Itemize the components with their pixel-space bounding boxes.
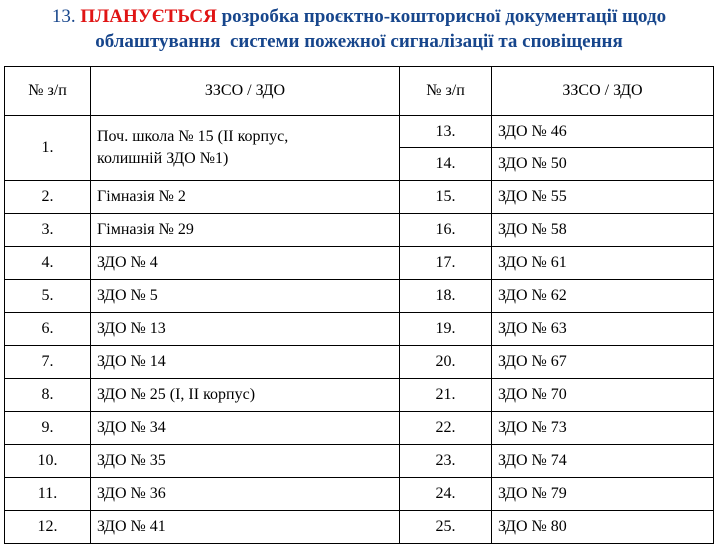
- title-line-2: облаштування системи пожежної сигналізації та сповіщення: [95, 31, 623, 52]
- header-num-right: № з/п: [400, 67, 492, 116]
- row-number: 22.: [400, 412, 492, 445]
- row-number: 7.: [5, 346, 91, 379]
- table-row: [5, 214, 714, 247]
- row-number: 12.: [5, 511, 91, 544]
- row-number: 5.: [5, 280, 91, 313]
- row-number: 9.: [5, 412, 91, 445]
- section-number: 13.: [51, 6, 76, 27]
- institution-name: ЗДО № 25 (І, ІІ корпус): [91, 379, 400, 412]
- institution-name: ЗДО № 5: [91, 280, 400, 313]
- row-number: 21.: [400, 379, 492, 412]
- title-line-1: [0, 4, 718, 29]
- institution-name: ЗДО № 61: [492, 247, 714, 280]
- row-number: 6.: [5, 313, 91, 346]
- planned-label: ПЛАНУЄТЬСЯ: [80, 6, 217, 27]
- table-row: [5, 247, 714, 280]
- row-number: 10.: [5, 445, 91, 478]
- institution-name: ЗДО № 73: [492, 412, 714, 445]
- institution-name: ЗДО № 55: [492, 181, 714, 214]
- row-number: 3.: [5, 214, 91, 247]
- row-number: 17.: [400, 247, 492, 280]
- row-number: 8.: [5, 379, 91, 412]
- institution-name: ЗДО № 58: [492, 214, 714, 247]
- institution-name: Гімназія № 29: [91, 214, 400, 247]
- row-number: 19.: [400, 313, 492, 346]
- institution-name: [91, 116, 400, 181]
- title-line-1-text: розробка проєктно-кошторисної документації щодо: [221, 6, 667, 27]
- row-number: 16.: [400, 214, 492, 247]
- row-number: 23.: [400, 445, 492, 478]
- table-row: [5, 511, 714, 544]
- institution-name: ЗДО № 36: [91, 478, 400, 511]
- institution-name: ЗДО № 4: [91, 247, 400, 280]
- header-name-right: ЗЗСО / ЗДО: [492, 67, 714, 116]
- institution-name: Гімназія № 2: [91, 181, 400, 214]
- institution-name: ЗДО № 13: [91, 313, 400, 346]
- institution-name-line-2: колишній ЗДО №1): [97, 150, 229, 167]
- table-row: [5, 412, 714, 445]
- row-number: 1.: [5, 116, 91, 181]
- row-number: 15.: [400, 181, 492, 214]
- institution-name: ЗДО № 70: [492, 379, 714, 412]
- row-number: 18.: [400, 280, 492, 313]
- table-header-row: [5, 67, 714, 116]
- header-name-left: ЗЗСО / ЗДО: [91, 67, 400, 116]
- institution-name: ЗДО № 50: [492, 148, 714, 181]
- row-number: 11.: [5, 478, 91, 511]
- institution-name: ЗДО № 79: [492, 478, 714, 511]
- institution-name: ЗДО № 62: [492, 280, 714, 313]
- institution-name-line-1: Поч. школа № 15 (II корпус,: [97, 128, 289, 145]
- institution-name: ЗДО № 34: [91, 412, 400, 445]
- row-number: 25.: [400, 511, 492, 544]
- institution-name: ЗДО № 46: [492, 116, 714, 148]
- table-row: [5, 181, 714, 214]
- row-number: 14.: [400, 148, 492, 181]
- table-row: [5, 313, 714, 346]
- institution-name: ЗДО № 41: [91, 511, 400, 544]
- row-number: 24.: [400, 478, 492, 511]
- institutions-table: [4, 66, 714, 544]
- row-number: 20.: [400, 346, 492, 379]
- page-title: [0, 4, 718, 54]
- table-row: [5, 280, 714, 313]
- table-row: [5, 346, 714, 379]
- table-row: [5, 478, 714, 511]
- table-row: [5, 379, 714, 412]
- institution-name: ЗДО № 74: [492, 445, 714, 478]
- institution-name: ЗДО № 80: [492, 511, 714, 544]
- institution-name: ЗДО № 63: [492, 313, 714, 346]
- institution-name: ЗДО № 35: [91, 445, 400, 478]
- table-row: [5, 445, 714, 478]
- table-row: [5, 116, 714, 148]
- row-number: 4.: [5, 247, 91, 280]
- header-num-left: № з/п: [5, 67, 91, 116]
- row-number: 13.: [400, 116, 492, 148]
- institution-name: ЗДО № 67: [492, 346, 714, 379]
- institution-name: ЗДО № 14: [91, 346, 400, 379]
- row-number: 2.: [5, 181, 91, 214]
